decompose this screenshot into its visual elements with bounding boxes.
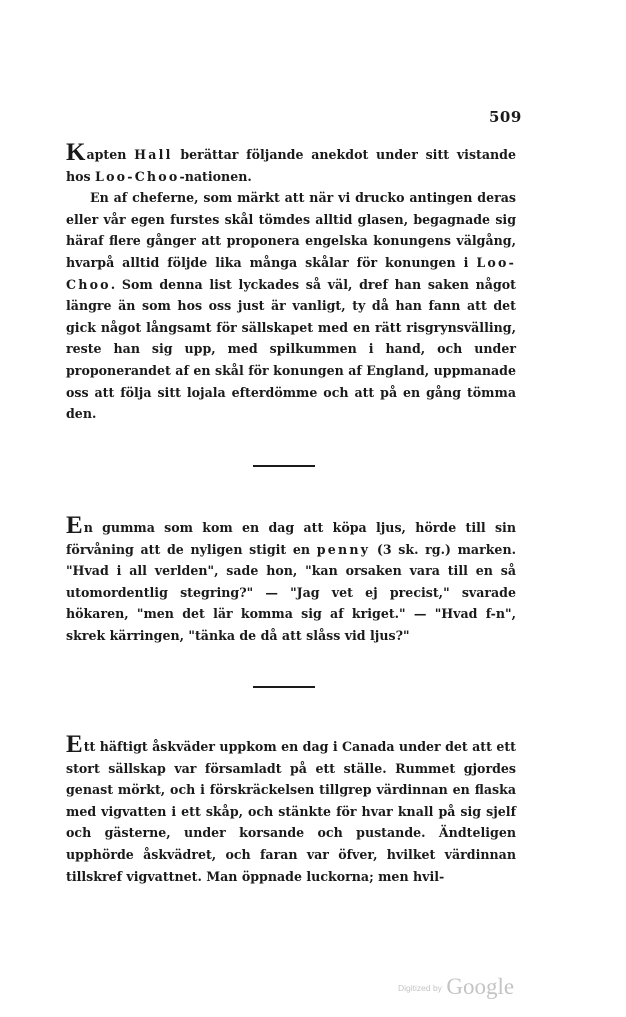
intro-text-middle: berättar följande anekdot under sitt vistande hos	[66, 147, 516, 184]
anecdote-3-body	[66, 731, 516, 887]
body-text: tt häftigt åskväder uppkom en dag i Canada under det att ett stort sällskap var församladt på ett ställe. Rummet gjordes genast mörkt, och i förskräckelsen tillgrep värdinnan en flaska med vigvatten i ett skåp, och stänkte för hvar knall på sig sjelf och gästerne, under korsande och pustande. Ändteligen upphörde åskvädret, och faran var öfver, hvilket värdinnan tillskref vigvattnet. Man öppnade luckorna; men hvil-	[66, 739, 516, 884]
anecdote-askvader	[66, 731, 516, 887]
name-loo-choo: Loo-Choo	[95, 168, 180, 184]
section-divider-2	[253, 686, 315, 688]
drop-cap-e-2: E	[66, 731, 83, 758]
anecdote-1-body	[66, 187, 516, 425]
anecdote-1-intro	[66, 139, 516, 187]
anecdote-2-body	[66, 512, 516, 647]
body-text-end: (3 sk. rg.) marken. "Hvad i all verlden", sade hon, "kan orsaken vara till en så utomordentlig stegring?" — "Jag vet ej precist," svarade hökaren, "men det lär komma sig af kriget." — "Hvad f-n", skrek kärringen, "tänka de då att slåss vid ljus?"	[66, 541, 516, 643]
google-logo-text: Google	[446, 974, 515, 999]
body-text-start: n gumma som kom en dag att köpa ljus, hörde till sin förvåning att de nyligen stigit en	[66, 520, 516, 557]
digitized-by-google-watermark	[398, 974, 514, 1000]
name-hall: Hall	[134, 147, 173, 162]
name-loo-choo-2: Loo-Choo	[66, 254, 516, 292]
body-text-start: En af cheferne, som märkt att när vi drucko antingen deras eller vår egen furstes skål tömdes alltid glasen, begagnade sig häraf flere gånger att proponera engelska konungens välgång, hvarpå alltid följde lika många skålar för konungen i	[66, 190, 516, 270]
word-penny: penny	[316, 541, 371, 557]
body-text-end: . Som denna list lyckades så väl, dref han saken något längre än som hos oss just är vanligt, ty då han fann att det gick något långsamt för sällskapet med en rätt risgrynsvälling, reste han sig upp, med spilkummen i hand, och under proponerandet af en skål för konungen af England, uppmanade oss att följa sitt lojala efterdömme och att på en gång tömma den.	[66, 276, 516, 422]
drop-cap-k: K	[66, 139, 86, 166]
anecdote-gumma	[66, 512, 516, 647]
intro-text-start: apten	[86, 147, 135, 162]
section-divider-1	[253, 465, 315, 467]
anecdote-kapten-hall	[66, 139, 516, 425]
intro-text-end: -nationen.	[179, 168, 252, 184]
watermark-prefix: Digitized by	[398, 983, 442, 993]
drop-cap-e: E	[66, 512, 83, 539]
page-number: 509	[489, 108, 522, 126]
